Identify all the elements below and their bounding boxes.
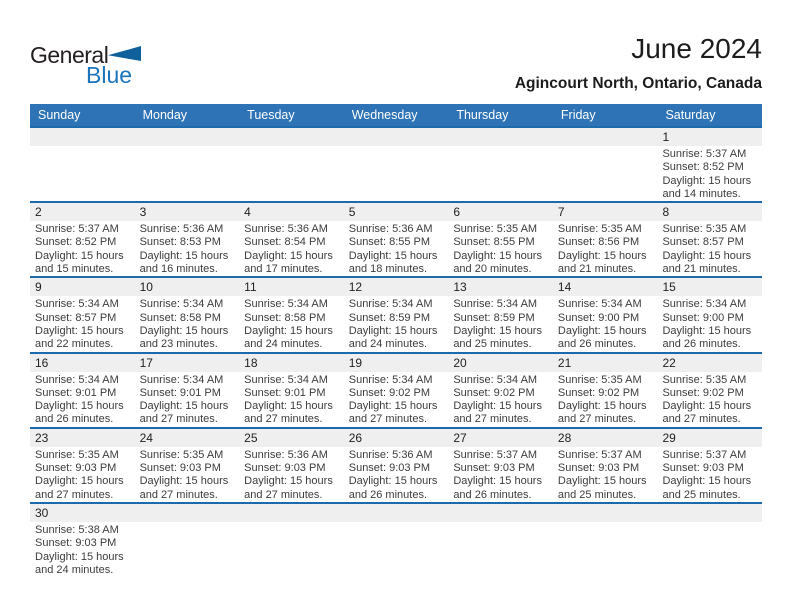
day-daylight-line1: Daylight: 15 hours (557, 249, 647, 262)
day-number: 17 (135, 354, 240, 372)
logo-triangle-icon (108, 46, 141, 61)
day-details (344, 522, 449, 524)
day-cell (344, 504, 449, 592)
day-sunset: Sunset: 9:00 PM (662, 311, 744, 324)
day-daylight-line1: Daylight: 15 hours (35, 550, 124, 563)
day-details (448, 522, 553, 524)
day-daylight-line2: and 26 minutes. (348, 488, 428, 501)
day-details (448, 146, 553, 148)
day-number: 20 (448, 354, 553, 372)
day-details (239, 447, 344, 502)
day-cell (553, 429, 658, 502)
day-number (344, 128, 449, 146)
day-daylight-line1: Daylight: 15 hours (35, 249, 124, 262)
day-details (30, 522, 135, 577)
day-cell (657, 278, 762, 351)
day-cell (135, 128, 240, 201)
day-details (239, 296, 344, 351)
day-cell (30, 203, 135, 276)
day-number (553, 128, 658, 146)
day-sunset: Sunset: 9:03 PM (139, 462, 221, 475)
day-number: 18 (239, 354, 344, 372)
day-sunrise: Sunrise: 5:34 AM (35, 373, 119, 386)
day-daylight-line2: and 23 minutes. (139, 338, 218, 351)
day-number: 10 (135, 278, 240, 296)
day-daylight-line1: Daylight: 15 hours (35, 324, 124, 337)
day-daylight-line2: and 26 minutes. (557, 338, 637, 351)
day-daylight-line1: Daylight: 15 hours (244, 249, 333, 262)
day-cell (30, 429, 135, 502)
day-cell (657, 203, 762, 276)
day-sunrise: Sunrise: 5:35 AM (35, 448, 119, 461)
logo-text-general: General (30, 42, 109, 68)
day-number: 30 (30, 504, 135, 522)
day-details (448, 447, 553, 502)
day-sunrise: Sunrise: 5:34 AM (139, 298, 224, 311)
day-daylight-line2: and 26 minutes. (453, 488, 532, 501)
weekday-header-thursday: Thursday (456, 108, 509, 122)
day-sunset: Sunset: 8:52 PM (35, 236, 117, 249)
day-cell (553, 203, 658, 276)
day-daylight-line2: and 15 minutes. (35, 263, 114, 276)
day-details (135, 296, 240, 351)
day-sunrise: Sunrise: 5:34 AM (139, 373, 224, 386)
day-sunrise: Sunrise: 5:34 AM (557, 298, 642, 311)
day-daylight-line2: and 14 minutes. (662, 187, 741, 200)
week-row (30, 276, 762, 351)
day-sunset: Sunset: 9:02 PM (557, 386, 640, 399)
location-subtitle: Agincourt North, Ontario, Canada (514, 75, 762, 92)
day-daylight-line1: Daylight: 15 hours (453, 475, 542, 488)
day-daylight-line2: and 26 minutes. (662, 338, 741, 351)
day-details (553, 296, 658, 351)
day-cell (239, 278, 344, 351)
day-details (448, 221, 553, 276)
day-sunset: Sunset: 9:00 PM (557, 311, 640, 324)
day-daylight-line2: and 17 minutes. (244, 263, 323, 276)
day-number: 16 (30, 354, 135, 372)
day-cell (135, 354, 240, 427)
day-number: 2 (30, 203, 135, 221)
day-daylight-line2: and 24 minutes. (35, 563, 114, 576)
day-cell (657, 429, 762, 502)
day-cell (135, 429, 240, 502)
day-number: 15 (657, 278, 762, 296)
day-cell (553, 278, 658, 351)
day-daylight-line1: Daylight: 15 hours (453, 400, 542, 413)
day-cell (239, 203, 344, 276)
day-sunrise: Sunrise: 5:35 AM (662, 223, 747, 236)
day-details (553, 221, 658, 276)
day-sunrise: Sunrise: 5:35 AM (139, 448, 224, 461)
day-number (448, 128, 553, 146)
day-cell (135, 278, 240, 351)
weekday-header-saturday: Saturday (665, 108, 716, 122)
day-daylight-line2: and 21 minutes. (662, 263, 741, 276)
day-details (553, 372, 658, 427)
day-daylight-line1: Daylight: 15 hours (662, 400, 752, 413)
day-sunset: Sunset: 8:59 PM (348, 311, 431, 324)
day-daylight-line1: Daylight: 15 hours (662, 174, 752, 187)
day-cell (30, 504, 135, 592)
day-daylight-line1: Daylight: 15 hours (662, 475, 752, 488)
weeks-container (30, 126, 762, 592)
day-sunset: Sunset: 8:54 PM (244, 236, 326, 249)
day-cell (553, 354, 658, 427)
day-sunrise: Sunrise: 5:34 AM (662, 298, 747, 311)
weekday-header-wednesday: Wednesday (351, 108, 418, 122)
day-daylight-line1: Daylight: 15 hours (244, 400, 333, 413)
day-details (344, 372, 449, 427)
day-details (239, 522, 344, 524)
day-details (657, 221, 762, 276)
day-sunset: Sunset: 8:58 PM (139, 311, 221, 324)
day-number (30, 128, 135, 146)
day-cell (448, 429, 553, 502)
day-cell (448, 354, 553, 427)
day-details (30, 447, 135, 502)
day-daylight-line2: and 27 minutes. (244, 488, 323, 501)
day-daylight-line1: Daylight: 15 hours (139, 324, 229, 337)
day-cell (344, 203, 449, 276)
day-number: 13 (448, 278, 553, 296)
day-cell (344, 354, 449, 427)
day-daylight-line1: Daylight: 15 hours (453, 249, 542, 262)
day-sunset: Sunset: 9:01 PM (244, 386, 326, 399)
day-cell (239, 354, 344, 427)
day-number: 22 (657, 354, 762, 372)
day-cell (344, 278, 449, 351)
day-number: 27 (448, 429, 553, 447)
weekday-header-row (30, 104, 762, 126)
day-daylight-line2: and 26 minutes. (35, 413, 114, 426)
day-details (239, 221, 344, 276)
day-number: 4 (239, 203, 344, 221)
day-sunrise: Sunrise: 5:37 AM (35, 223, 119, 236)
day-daylight-line1: Daylight: 15 hours (557, 324, 647, 337)
week-row (30, 502, 762, 592)
day-number: 6 (448, 203, 553, 221)
day-cell (448, 278, 553, 351)
day-sunrise: Sunrise: 5:34 AM (35, 298, 119, 311)
day-number: 28 (553, 429, 658, 447)
day-cell (448, 504, 553, 592)
day-sunrise: Sunrise: 5:34 AM (453, 373, 538, 386)
day-details (239, 372, 344, 427)
day-daylight-line2: and 27 minutes. (662, 413, 741, 426)
day-daylight-line2: and 27 minutes. (139, 488, 218, 501)
day-daylight-line1: Daylight: 15 hours (348, 400, 438, 413)
day-sunrise: Sunrise: 5:35 AM (557, 373, 642, 386)
day-number: 9 (30, 278, 135, 296)
day-sunrise: Sunrise: 5:36 AM (348, 223, 433, 236)
day-number: 7 (553, 203, 658, 221)
month-title: June 2024 (631, 33, 762, 64)
day-sunrise: Sunrise: 5:34 AM (348, 373, 433, 386)
day-number: 1 (657, 128, 762, 146)
day-sunset: Sunset: 9:02 PM (453, 386, 535, 399)
day-cell (135, 203, 240, 276)
day-number (657, 504, 762, 522)
day-details (657, 522, 762, 524)
day-daylight-line1: Daylight: 15 hours (557, 475, 647, 488)
day-daylight-line1: Daylight: 15 hours (662, 324, 752, 337)
day-sunrise: Sunrise: 5:37 AM (557, 448, 642, 461)
day-number: 26 (344, 429, 449, 447)
day-daylight-line2: and 27 minutes. (348, 413, 428, 426)
weekday-header-sunday: Sunday (38, 108, 81, 122)
day-details (30, 296, 135, 351)
day-details (344, 296, 449, 351)
day-sunrise: Sunrise: 5:35 AM (557, 223, 642, 236)
week-row (30, 352, 762, 427)
day-daylight-line2: and 16 minutes. (139, 263, 218, 276)
day-details (30, 146, 135, 148)
day-number: 3 (135, 203, 240, 221)
day-daylight-line1: Daylight: 15 hours (348, 249, 438, 262)
day-number: 21 (553, 354, 658, 372)
day-sunrise: Sunrise: 5:36 AM (244, 223, 328, 236)
weekday-header-tuesday: Tuesday (247, 108, 295, 122)
day-details (135, 447, 240, 502)
day-details (135, 522, 240, 524)
week-row (30, 201, 762, 276)
day-daylight-line2: and 21 minutes. (557, 263, 637, 276)
day-cell (657, 504, 762, 592)
day-details (344, 221, 449, 276)
day-sunset: Sunset: 9:01 PM (139, 386, 221, 399)
day-daylight-line2: and 24 minutes. (348, 338, 428, 351)
day-daylight-line1: Daylight: 15 hours (557, 400, 647, 413)
week-row (30, 126, 762, 201)
day-details (657, 372, 762, 427)
day-sunrise: Sunrise: 5:34 AM (244, 298, 328, 311)
day-number: 23 (30, 429, 135, 447)
day-details (344, 146, 449, 148)
day-cell (135, 504, 240, 592)
day-sunset: Sunset: 9:03 PM (348, 462, 431, 475)
day-number: 12 (344, 278, 449, 296)
day-daylight-line1: Daylight: 15 hours (348, 475, 438, 488)
day-cell (239, 128, 344, 201)
day-daylight-line2: and 24 minutes. (244, 338, 323, 351)
day-sunrise: Sunrise: 5:36 AM (244, 448, 328, 461)
day-sunset: Sunset: 9:03 PM (557, 462, 640, 475)
day-daylight-line1: Daylight: 15 hours (662, 249, 752, 262)
day-details (30, 221, 135, 276)
day-number: 14 (553, 278, 658, 296)
day-sunrise: Sunrise: 5:38 AM (35, 523, 119, 536)
day-details (553, 522, 658, 524)
day-number: 24 (135, 429, 240, 447)
day-sunset: Sunset: 9:03 PM (453, 462, 535, 475)
day-daylight-line2: and 25 minutes. (662, 488, 741, 501)
day-details (135, 146, 240, 148)
day-number (239, 504, 344, 522)
day-cell (239, 504, 344, 592)
day-cell (448, 203, 553, 276)
day-daylight-line1: Daylight: 15 hours (453, 324, 542, 337)
day-daylight-line2: and 27 minutes. (139, 413, 218, 426)
day-number: 11 (239, 278, 344, 296)
day-daylight-line2: and 27 minutes. (35, 488, 114, 501)
day-daylight-line2: and 18 minutes. (348, 263, 428, 276)
day-details (344, 447, 449, 502)
day-daylight-line2: and 27 minutes. (244, 413, 323, 426)
day-cell (344, 128, 449, 201)
day-cell (448, 128, 553, 201)
day-sunset: Sunset: 8:58 PM (244, 311, 326, 324)
day-daylight-line1: Daylight: 15 hours (35, 475, 124, 488)
day-details (553, 146, 658, 148)
day-sunrise: Sunrise: 5:37 AM (662, 148, 747, 160)
day-cell (30, 128, 135, 201)
day-sunset: Sunset: 9:02 PM (348, 386, 431, 399)
calendar-table (30, 104, 762, 592)
day-daylight-line2: and 22 minutes. (35, 338, 114, 351)
day-cell (344, 429, 449, 502)
day-sunrise: Sunrise: 5:37 AM (453, 448, 538, 461)
day-sunrise: Sunrise: 5:36 AM (348, 448, 433, 461)
day-number (553, 504, 658, 522)
day-sunset: Sunset: 8:53 PM (139, 236, 221, 249)
day-details (135, 372, 240, 427)
title-block (515, 33, 762, 93)
day-details (657, 447, 762, 502)
day-sunset: Sunset: 9:01 PM (35, 386, 117, 399)
day-sunset: Sunset: 8:55 PM (453, 236, 535, 249)
day-cell (553, 128, 658, 201)
day-sunset: Sunset: 8:57 PM (662, 236, 744, 249)
day-daylight-line2: and 20 minutes. (453, 263, 532, 276)
day-cell (30, 278, 135, 351)
day-sunset: Sunset: 9:03 PM (662, 462, 744, 475)
day-number (135, 128, 240, 146)
day-details (448, 372, 553, 427)
day-daylight-line2: and 27 minutes. (557, 413, 637, 426)
day-details (657, 146, 762, 201)
day-sunrise: Sunrise: 5:34 AM (244, 373, 328, 386)
day-daylight-line1: Daylight: 15 hours (139, 475, 229, 488)
day-details (448, 296, 553, 351)
day-number: 25 (239, 429, 344, 447)
day-sunset: Sunset: 9:02 PM (662, 386, 744, 399)
logo (30, 42, 160, 92)
day-daylight-line1: Daylight: 15 hours (244, 475, 333, 488)
weekday-header-monday: Monday (142, 108, 188, 122)
day-number (344, 504, 449, 522)
day-daylight-line1: Daylight: 15 hours (139, 249, 229, 262)
day-sunrise: Sunrise: 5:36 AM (139, 223, 224, 236)
day-sunrise: Sunrise: 5:34 AM (453, 298, 538, 311)
day-daylight-line1: Daylight: 15 hours (348, 324, 438, 337)
day-sunrise: Sunrise: 5:37 AM (662, 448, 747, 461)
day-details (657, 296, 762, 351)
day-sunrise: Sunrise: 5:35 AM (453, 223, 538, 236)
day-sunset: Sunset: 9:03 PM (244, 462, 326, 475)
day-daylight-line2: and 25 minutes. (557, 488, 637, 501)
day-sunset: Sunset: 8:56 PM (557, 236, 640, 249)
day-daylight-line1: Daylight: 15 hours (35, 400, 124, 413)
day-cell (30, 354, 135, 427)
day-number: 8 (657, 203, 762, 221)
day-details (135, 221, 240, 276)
day-sunset: Sunset: 8:57 PM (35, 311, 117, 324)
day-cell (657, 354, 762, 427)
day-sunrise: Sunrise: 5:34 AM (348, 298, 433, 311)
day-sunset: Sunset: 8:52 PM (662, 161, 744, 174)
day-sunset: Sunset: 9:03 PM (35, 537, 117, 550)
day-daylight-line2: and 27 minutes. (453, 413, 532, 426)
day-sunset: Sunset: 8:59 PM (453, 311, 535, 324)
day-details (553, 447, 658, 502)
day-details (30, 372, 135, 427)
day-daylight-line1: Daylight: 15 hours (244, 324, 333, 337)
week-row (30, 427, 762, 502)
day-sunset: Sunset: 8:55 PM (348, 236, 431, 249)
day-number: 5 (344, 203, 449, 221)
day-sunset: Sunset: 9:03 PM (35, 462, 117, 475)
day-number: 29 (657, 429, 762, 447)
day-number (135, 504, 240, 522)
day-daylight-line1: Daylight: 15 hours (139, 400, 229, 413)
day-sunrise: Sunrise: 5:35 AM (662, 373, 747, 386)
day-number (448, 504, 553, 522)
day-daylight-line2: and 25 minutes. (453, 338, 532, 351)
day-details (239, 146, 344, 148)
day-number: 19 (344, 354, 449, 372)
day-cell (553, 504, 658, 592)
day-cell (239, 429, 344, 502)
weekday-header-friday: Friday (560, 108, 596, 122)
day-cell (657, 128, 762, 201)
logo-text-blue: Blue (86, 62, 133, 88)
day-number (239, 128, 344, 146)
